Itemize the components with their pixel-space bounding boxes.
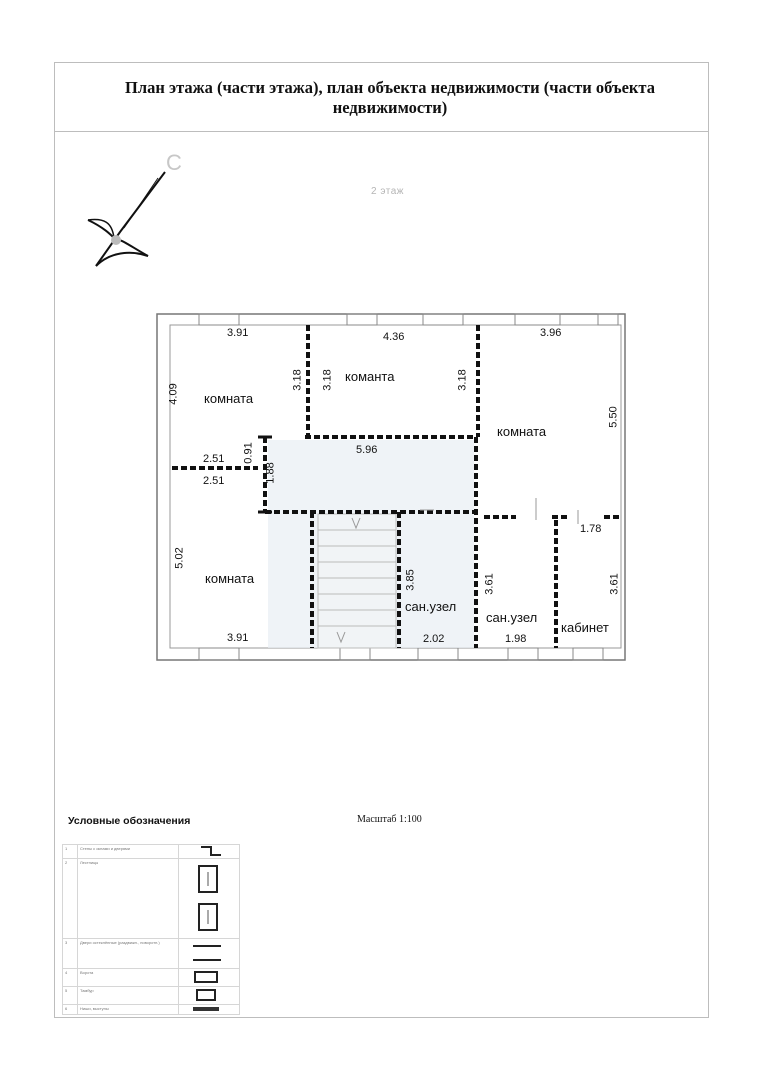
dim-1-78: 1.78 bbox=[580, 523, 602, 535]
legend-num: 6 bbox=[63, 1005, 78, 1015]
legend-text: Двери остеклённые (раздвижн., поворотн.) bbox=[78, 939, 179, 969]
legend bbox=[62, 814, 240, 1016]
floor-label: 2 этаж bbox=[371, 186, 404, 197]
legend-text: Ниши, выступы bbox=[78, 1005, 179, 1015]
legend-text: Ворота bbox=[78, 969, 179, 987]
legend-symbol bbox=[179, 1005, 240, 1015]
dim-5-50: 5.50 bbox=[607, 406, 620, 428]
legend-num: 3 bbox=[63, 939, 78, 969]
dim-3-18-a: 3.18 bbox=[291, 369, 304, 391]
dim-2-02: 2.02 bbox=[423, 633, 445, 645]
dim-1-98: 1.98 bbox=[505, 633, 527, 645]
dim-3-91-bottom: 3.91 bbox=[227, 632, 249, 644]
dim-2-51-b: 2.51 bbox=[203, 475, 225, 487]
legend-text: Стены с окнами и дверями bbox=[78, 845, 179, 859]
room-right-label: комната bbox=[497, 424, 547, 439]
legend-title: Условные обозначения bbox=[68, 815, 191, 827]
bathroom-1-label: сан.узел bbox=[405, 599, 457, 614]
room-top-left-label: комната bbox=[204, 391, 254, 406]
room-bottom-left-label: комната bbox=[205, 571, 255, 586]
legend-text: Тамбур bbox=[78, 987, 179, 1005]
legend-num: 2 bbox=[63, 859, 78, 939]
dim-3-18-c: 3.18 bbox=[456, 369, 469, 391]
dim-3-18-b: 3.18 bbox=[321, 369, 334, 391]
dim-3-61-b: 3.61 bbox=[608, 573, 621, 595]
legend-num: 4 bbox=[63, 969, 78, 987]
office-label: кабинет bbox=[561, 620, 609, 635]
legend-symbol bbox=[179, 987, 240, 1005]
dim-3-96: 3.96 bbox=[540, 327, 562, 339]
compass-letter: С bbox=[166, 150, 182, 175]
dim-5-96: 5.96 bbox=[356, 444, 378, 456]
dim-3-85: 3.85 bbox=[404, 569, 417, 591]
legend-text: Лестницы bbox=[78, 859, 179, 939]
compass-icon bbox=[88, 172, 165, 266]
legend-num: 5 bbox=[63, 987, 78, 1005]
legend-symbol bbox=[179, 969, 240, 987]
legend-symbol bbox=[179, 859, 240, 939]
dim-3-91-top: 3.91 bbox=[227, 327, 249, 339]
dim-4-36: 4.36 bbox=[383, 331, 405, 343]
bathroom-2-label: сан.узел bbox=[486, 610, 538, 625]
room-top-middle-label: команта bbox=[345, 369, 395, 384]
dim-1-88: 1.88 bbox=[264, 462, 277, 484]
page-title: План этажа (части этажа), план объекта недвижимости (части объекта недвижимости) bbox=[124, 78, 655, 117]
dim-3-61-a: 3.61 bbox=[483, 573, 496, 595]
dim-0-91: 0.91 bbox=[242, 442, 255, 464]
legend-table bbox=[62, 844, 240, 1015]
dim-5-02: 5.02 bbox=[173, 547, 186, 569]
legend-symbol bbox=[179, 845, 240, 859]
legend-num: 1 bbox=[63, 845, 78, 859]
dim-4-09: 4.09 bbox=[167, 383, 180, 405]
dim-2-51-a: 2.51 bbox=[203, 453, 225, 465]
legend-symbol bbox=[179, 939, 240, 969]
scale-label: Масштаб 1:100 bbox=[357, 814, 422, 825]
staircase bbox=[318, 514, 396, 648]
